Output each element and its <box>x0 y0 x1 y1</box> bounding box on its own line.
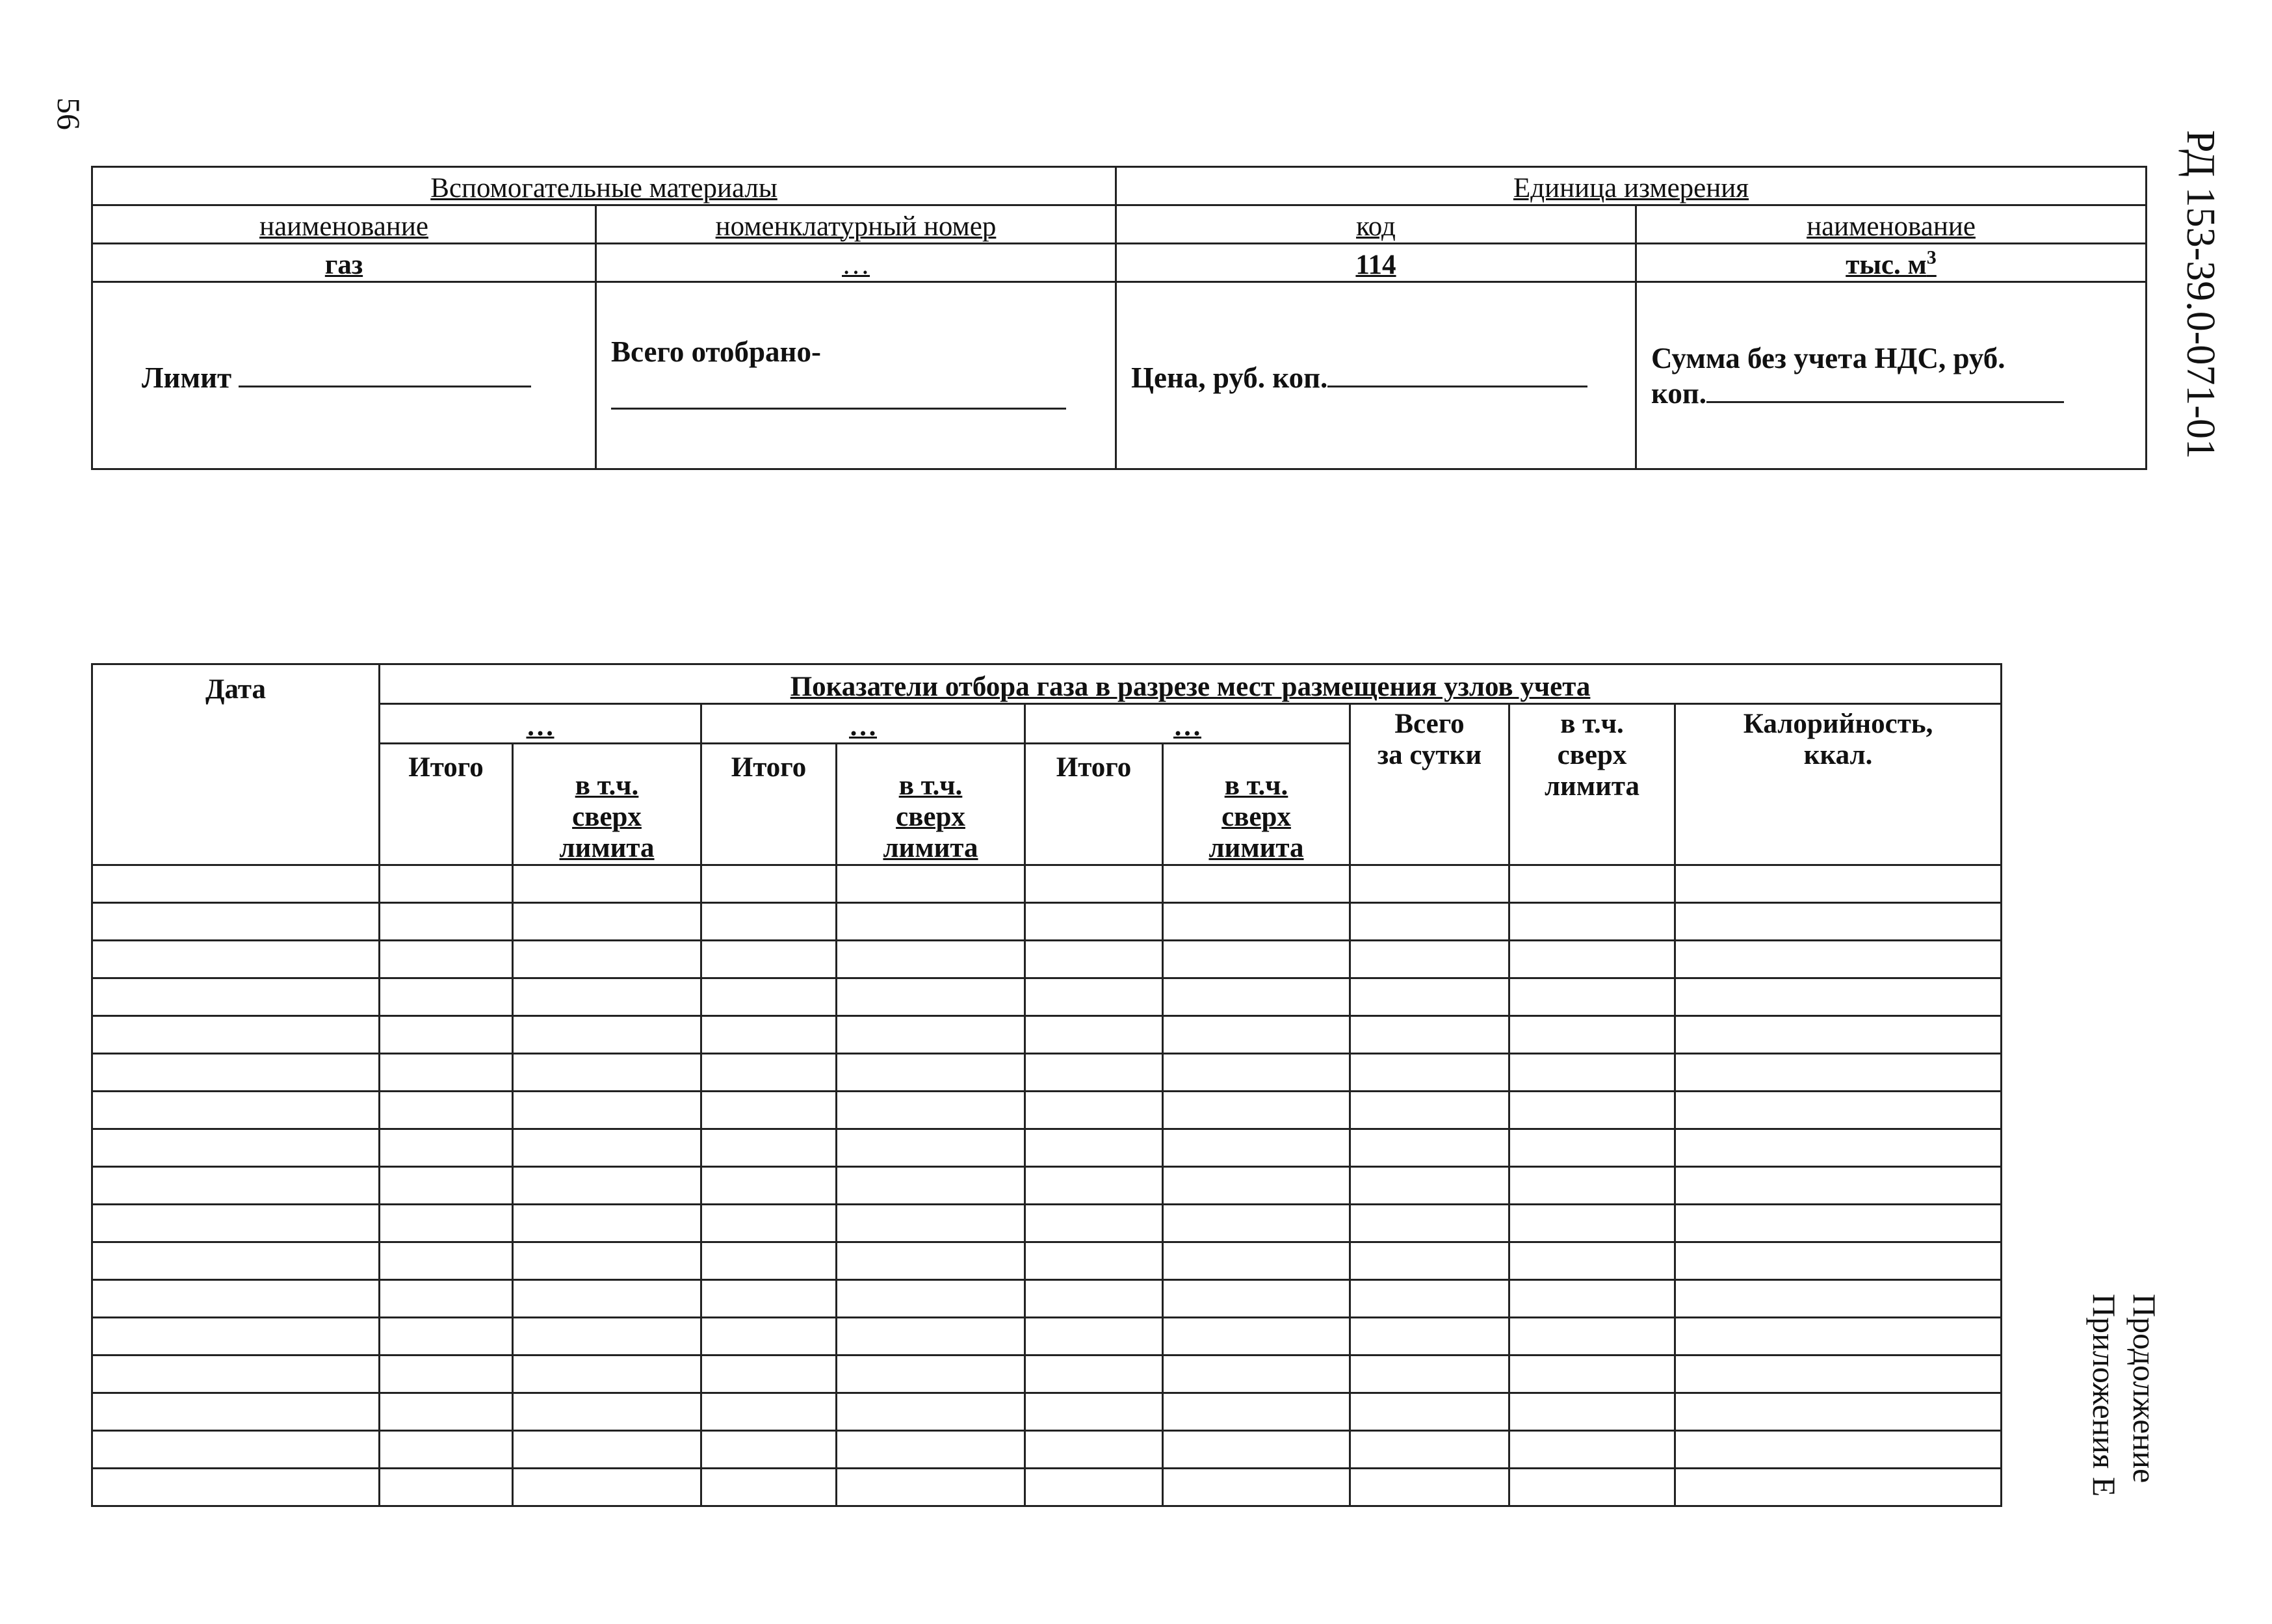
table-cell[interactable] <box>1509 1469 1675 1506</box>
table-cell[interactable] <box>837 1054 1025 1092</box>
table-cell[interactable] <box>1025 1356 1163 1393</box>
table-cell[interactable] <box>1163 1242 1350 1280</box>
table-cell[interactable] <box>837 1469 1025 1506</box>
table-row <box>92 1129 2002 1167</box>
table-cell[interactable] <box>380 1054 513 1092</box>
table-cell[interactable] <box>1163 1393 1350 1431</box>
table-cell[interactable] <box>837 1242 1025 1280</box>
materials-table <box>91 166 2147 470</box>
table-cell[interactable] <box>1509 941 1675 978</box>
table-cell[interactable] <box>513 978 701 1016</box>
table-cell[interactable] <box>92 1318 380 1356</box>
table-cell[interactable] <box>1163 1280 1350 1318</box>
material-name-value: газ <box>92 244 596 282</box>
table-cell[interactable] <box>513 941 701 978</box>
table-cell[interactable] <box>1675 1016 2002 1054</box>
table-cell[interactable] <box>513 1167 701 1205</box>
table-cell[interactable] <box>92 1167 380 1205</box>
table-cell[interactable] <box>1025 1016 1163 1054</box>
code-column-header: код <box>1116 205 1636 244</box>
table-cell[interactable] <box>513 903 701 941</box>
table-cell[interactable] <box>513 1242 701 1280</box>
table-cell[interactable] <box>380 1205 513 1242</box>
table-cell[interactable] <box>701 1129 837 1167</box>
table-cell[interactable] <box>1509 1016 1675 1054</box>
table-cell[interactable] <box>1509 978 1675 1016</box>
table-cell[interactable] <box>1509 865 1675 903</box>
table-cell[interactable] <box>1675 1356 2002 1393</box>
table-cell[interactable] <box>1025 1054 1163 1092</box>
table-cell[interactable] <box>1350 1016 1509 1054</box>
table-cell[interactable] <box>1163 865 1350 903</box>
table-cell[interactable] <box>1350 1356 1509 1393</box>
table-cell[interactable] <box>1509 1356 1675 1393</box>
name-column-header: наименование <box>92 205 596 244</box>
table-row <box>92 1054 2002 1092</box>
aux-materials-header: Вспомогательные материалы <box>92 167 1116 205</box>
table-cell[interactable] <box>513 1469 701 1506</box>
table-cell[interactable] <box>1163 1092 1350 1129</box>
table-cell[interactable] <box>513 865 701 903</box>
table-cell[interactable] <box>1025 1242 1163 1280</box>
metering-point-2-header: … <box>701 704 1025 744</box>
table-row <box>92 978 2002 1016</box>
table-cell[interactable] <box>1025 1129 1163 1167</box>
table-cell[interactable] <box>701 1393 837 1431</box>
indicators-header: Показатели отбора газа в разрезе мест размещения узлов учета <box>380 664 2002 704</box>
table-cell[interactable] <box>1350 903 1509 941</box>
table-cell[interactable] <box>380 1431 513 1469</box>
table-cell[interactable] <box>1350 1129 1509 1167</box>
table-row <box>92 903 2002 941</box>
table-cell[interactable] <box>92 1129 380 1167</box>
unit-name-value: тыс. $м^3$ <box>1636 244 2147 282</box>
table-row <box>92 1356 2002 1393</box>
point-2-over-limit-header: в т.ч. сверх лимита <box>837 744 1025 865</box>
table-cell[interactable] <box>513 1318 701 1356</box>
table-cell[interactable] <box>1509 1054 1675 1092</box>
date-column-header: Дата <box>92 664 380 865</box>
table-cell[interactable] <box>380 1129 513 1167</box>
table-cell[interactable] <box>837 978 1025 1016</box>
table-cell[interactable] <box>1025 1469 1163 1506</box>
table-cell[interactable] <box>701 1431 837 1469</box>
table-cell[interactable] <box>1025 1393 1163 1431</box>
table-cell[interactable] <box>701 1356 837 1393</box>
table-cell[interactable] <box>92 941 380 978</box>
calorific-value-header: Калорийность, ккал. <box>1675 704 2002 865</box>
table-cell[interactable] <box>701 1242 837 1280</box>
table-cell[interactable] <box>1675 1280 2002 1318</box>
table-cell[interactable] <box>1025 1167 1163 1205</box>
table-cell[interactable] <box>92 1054 380 1092</box>
table-row <box>92 1205 2002 1242</box>
table-cell[interactable] <box>1675 1318 2002 1356</box>
table-cell[interactable] <box>513 1393 701 1431</box>
table-cell[interactable] <box>701 903 837 941</box>
table-cell[interactable] <box>92 1356 380 1393</box>
table-cell[interactable] <box>1163 1318 1350 1356</box>
point-3-over-limit-header: в т.ч. сверх лимита <box>1163 744 1350 865</box>
table-cell[interactable] <box>837 1092 1025 1129</box>
table-cell[interactable] <box>380 1167 513 1205</box>
table-row <box>92 1280 2002 1318</box>
table-cell[interactable] <box>1675 1054 2002 1092</box>
table-cell[interactable] <box>380 1393 513 1431</box>
table-cell[interactable] <box>513 1092 701 1129</box>
table-cell[interactable] <box>837 1016 1025 1054</box>
table-cell[interactable] <box>92 1393 380 1431</box>
table-cell[interactable] <box>92 1469 380 1506</box>
table-cell[interactable] <box>837 941 1025 978</box>
table-cell[interactable] <box>837 1393 1025 1431</box>
table-cell[interactable] <box>837 1167 1025 1205</box>
table-cell[interactable] <box>92 1242 380 1280</box>
table-cell[interactable] <box>1675 1167 2002 1205</box>
table-cell[interactable] <box>92 1431 380 1469</box>
table-cell[interactable] <box>513 1205 701 1242</box>
appendix-continuation-note: Продолжение Приложения Е <box>2086 1294 2163 1497</box>
table-cell[interactable] <box>1509 903 1675 941</box>
total-taken-field[interactable]: Всего отобрано- <box>596 282 1116 469</box>
point-2-total-header: Итого <box>701 744 837 865</box>
table-cell[interactable] <box>837 865 1025 903</box>
table-cell[interactable] <box>1025 903 1163 941</box>
table-cell[interactable] <box>92 1205 380 1242</box>
table-cell[interactable] <box>1350 1242 1509 1280</box>
table-cell[interactable] <box>1163 941 1350 978</box>
table-cell[interactable] <box>513 1054 701 1092</box>
table-cell[interactable] <box>1509 1280 1675 1318</box>
metering-point-3-header: … <box>1025 704 1350 744</box>
table-cell[interactable] <box>1163 903 1350 941</box>
table-cell[interactable] <box>837 1129 1025 1167</box>
table-cell[interactable] <box>1509 1242 1675 1280</box>
table-cell[interactable] <box>1675 1431 2002 1469</box>
table-cell[interactable] <box>701 865 837 903</box>
table-cell[interactable] <box>701 1318 837 1356</box>
table-cell[interactable] <box>837 1318 1025 1356</box>
table-cell[interactable] <box>1675 903 2002 941</box>
table-cell[interactable] <box>1025 941 1163 978</box>
table-cell[interactable] <box>837 1280 1025 1318</box>
table-cell[interactable] <box>513 1016 701 1054</box>
limit-field[interactable]: Лимит <box>92 282 596 469</box>
table-cell[interactable] <box>1350 941 1509 978</box>
total-per-day-header: Всего за сутки <box>1350 704 1509 865</box>
table-cell[interactable] <box>701 978 837 1016</box>
table-cell[interactable] <box>92 1016 380 1054</box>
table-cell[interactable] <box>1025 1318 1163 1356</box>
table-cell[interactable] <box>1163 1016 1350 1054</box>
table-cell[interactable] <box>701 1167 837 1205</box>
table-cell[interactable] <box>1350 1054 1509 1092</box>
table-cell[interactable] <box>701 1016 837 1054</box>
table-cell[interactable] <box>1509 1318 1675 1356</box>
table-cell[interactable] <box>380 865 513 903</box>
unit-code-value: 114 <box>1116 244 1636 282</box>
table-cell[interactable] <box>1350 1431 1509 1469</box>
table-cell[interactable] <box>701 1469 837 1506</box>
table-cell[interactable] <box>380 1469 513 1506</box>
table-cell[interactable] <box>1509 1431 1675 1469</box>
table-cell[interactable] <box>92 1280 380 1318</box>
table-cell[interactable] <box>1350 1318 1509 1356</box>
table-cell[interactable] <box>1350 1092 1509 1129</box>
table-cell[interactable] <box>1675 1393 2002 1431</box>
table-cell[interactable] <box>1025 1092 1163 1129</box>
document-code: РД 153-39.0-071-01 <box>2178 130 2223 460</box>
table-cell[interactable] <box>1509 1205 1675 1242</box>
table-cell[interactable] <box>1350 1393 1509 1431</box>
table-row <box>92 1092 2002 1129</box>
table-cell[interactable] <box>837 1356 1025 1393</box>
table-cell[interactable] <box>1025 1280 1163 1318</box>
table-cell[interactable] <box>380 1280 513 1318</box>
table-cell[interactable] <box>1509 1092 1675 1129</box>
table-cell[interactable] <box>92 903 380 941</box>
table-cell[interactable] <box>1163 978 1350 1016</box>
point-1-total-header: Итого <box>380 744 513 865</box>
table-cell[interactable] <box>1350 865 1509 903</box>
table-cell[interactable] <box>1509 1129 1675 1167</box>
table-cell[interactable] <box>1163 1167 1350 1205</box>
table-cell[interactable] <box>701 1054 837 1092</box>
table-cell[interactable] <box>1163 1431 1350 1469</box>
table-cell[interactable] <box>701 1205 837 1242</box>
table-row <box>92 1469 2002 1506</box>
table-cell[interactable] <box>1163 1356 1350 1393</box>
table-row <box>92 1318 2002 1356</box>
table-cell[interactable] <box>380 941 513 978</box>
table-cell[interactable] <box>380 978 513 1016</box>
table-cell[interactable] <box>1350 978 1509 1016</box>
table-cell[interactable] <box>1025 1205 1163 1242</box>
table-cell[interactable] <box>1675 1129 2002 1167</box>
point-1-over-limit-header: в т.ч. сверх лимита <box>513 744 701 865</box>
table-cell[interactable] <box>1163 1205 1350 1242</box>
table-row <box>92 1393 2002 1431</box>
table-row <box>92 1016 2002 1054</box>
table-cell[interactable] <box>1025 978 1163 1016</box>
table-cell[interactable] <box>1350 1205 1509 1242</box>
table-cell[interactable] <box>92 865 380 903</box>
table-cell[interactable] <box>380 903 513 941</box>
price-field[interactable]: Цена, руб. коп. <box>1116 282 1636 469</box>
table-cell[interactable] <box>513 1280 701 1318</box>
table-cell[interactable] <box>837 903 1025 941</box>
table-cell[interactable] <box>1509 1393 1675 1431</box>
table-cell[interactable] <box>513 1431 701 1469</box>
nomenclature-value: … <box>596 244 1116 282</box>
table-row <box>92 941 2002 978</box>
table-cell[interactable] <box>1675 1092 2002 1129</box>
table-cell[interactable] <box>1675 865 2002 903</box>
table-cell[interactable] <box>1350 1167 1509 1205</box>
table-cell[interactable] <box>701 1280 837 1318</box>
table-cell[interactable] <box>1675 1205 2002 1242</box>
unit-name-column-header: наименование <box>1636 205 2147 244</box>
table-cell[interactable] <box>837 1431 1025 1469</box>
table-cell[interactable] <box>92 978 380 1016</box>
table-cell[interactable] <box>837 1205 1025 1242</box>
table-cell[interactable] <box>380 1092 513 1129</box>
table-cell[interactable] <box>513 1356 701 1393</box>
table-cell[interactable] <box>701 941 837 978</box>
gas-withdrawal-table <box>91 663 2002 1507</box>
table-row <box>92 1242 2002 1280</box>
page-number: 56 <box>51 98 87 130</box>
table-row <box>92 1167 2002 1205</box>
table-cell[interactable] <box>92 1092 380 1129</box>
sum-field[interactable]: Сумма без учета НДС, руб. коп. <box>1636 282 2147 469</box>
table-cell[interactable] <box>380 1318 513 1356</box>
table-row <box>92 865 2002 903</box>
table-cell[interactable] <box>1350 1469 1509 1506</box>
table-cell[interactable] <box>380 1242 513 1280</box>
table-cell[interactable] <box>1675 941 2002 978</box>
table-cell[interactable] <box>1675 1242 2002 1280</box>
table-cell[interactable] <box>513 1129 701 1167</box>
over-limit-total-header: в т.ч. сверх лимита <box>1509 704 1675 865</box>
table-cell[interactable] <box>380 1016 513 1054</box>
table-cell[interactable] <box>701 1092 837 1129</box>
point-3-total-header: Итого <box>1025 744 1163 865</box>
table-cell[interactable] <box>1163 1054 1350 1092</box>
table-cell[interactable] <box>1163 1129 1350 1167</box>
table-cell[interactable] <box>1675 1469 2002 1506</box>
table-row <box>92 1431 2002 1469</box>
table-cell[interactable] <box>380 1356 513 1393</box>
table-cell[interactable] <box>1675 978 2002 1016</box>
table-cell[interactable] <box>1025 1431 1163 1469</box>
unit-header: Единица измерения <box>1116 167 2147 205</box>
metering-point-1-header: … <box>380 704 701 744</box>
table-cell[interactable] <box>1509 1167 1675 1205</box>
nomenclature-column-header: номенклатурный номер <box>596 205 1116 244</box>
table-cell[interactable] <box>1025 865 1163 903</box>
table-cell[interactable] <box>1350 1280 1509 1318</box>
table-cell[interactable] <box>1163 1469 1350 1506</box>
